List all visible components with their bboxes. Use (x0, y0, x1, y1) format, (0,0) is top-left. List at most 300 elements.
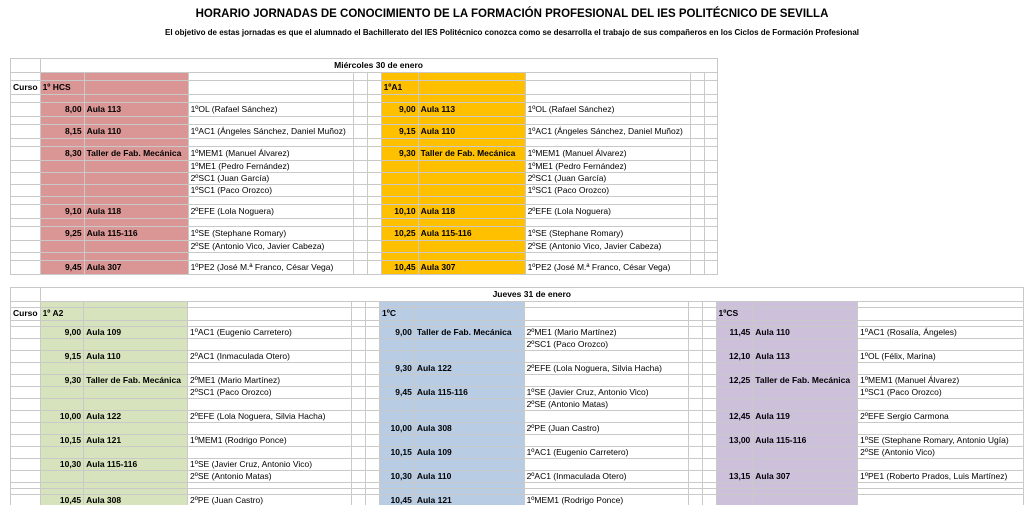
spacer-cell (367, 205, 381, 219)
activity-cell: 2ºSE (Antonio Vico, Javier Cabeza) (525, 241, 690, 253)
time-cell: 9,30 (381, 147, 418, 161)
schedule-table-jueves (10, 287, 1024, 505)
spacer-cell (704, 241, 717, 253)
time-cell: 9,15 (381, 125, 418, 139)
spacer-cell (704, 73, 717, 81)
activity-cell: 1ºSE (Javier Cruz, Antonio Vico) (188, 459, 352, 471)
activity-cell: 2ºSC1 (Paco Orozco) (524, 339, 688, 351)
spacer-cell (366, 339, 380, 351)
activity-cell: 2ºPE (Juan Castro) (524, 423, 688, 435)
time-cell (40, 219, 84, 227)
spacer-cell (704, 125, 717, 139)
time-cell: 10,45 (40, 495, 84, 505)
curso-header-cell (11, 423, 41, 435)
activity-cell (188, 219, 353, 227)
group-label-cell: 1ºCS (716, 308, 753, 321)
time-cell (381, 197, 418, 205)
spacer-cell (367, 261, 381, 275)
time-cell: 10,30 (380, 471, 415, 483)
aula-cell (84, 387, 188, 399)
time-cell (716, 447, 753, 459)
spacer-cell (353, 185, 367, 197)
curso-header-cell (11, 197, 41, 205)
time-cell: 9,25 (40, 227, 84, 241)
spacer-cell (690, 125, 704, 139)
aula-cell (418, 219, 525, 227)
spacer-cell (688, 308, 702, 321)
spacer-cell (690, 241, 704, 253)
aula-cell: Aula 307 (418, 261, 525, 275)
time-cell: 10,15 (380, 447, 415, 459)
time-cell: 13,15 (716, 471, 753, 483)
aula-cell (84, 308, 188, 321)
aula-cell: Aula 115-116 (84, 227, 188, 241)
activity-cell (858, 308, 1024, 321)
time-cell: 9,10 (40, 205, 84, 219)
activity-cell (188, 339, 352, 351)
aula-cell: Aula 115-116 (414, 387, 524, 399)
spacer-cell (702, 327, 716, 339)
curso-header-cell (11, 125, 41, 139)
spacer-cell (352, 495, 366, 505)
activity-cell (858, 399, 1024, 411)
spacer-cell (353, 241, 367, 253)
time-cell: 9,15 (40, 351, 84, 363)
group-label-cell: 1º HCS (40, 81, 84, 95)
aula-cell: Aula 307 (84, 261, 188, 275)
activity-cell (525, 95, 690, 103)
spacer-cell (688, 387, 702, 399)
aula-cell: Aula 119 (753, 411, 858, 423)
spacer-cell (704, 227, 717, 241)
curso-header-cell: Curso (11, 308, 41, 321)
activity-cell: 1ºSE (Stephane Romary) (188, 227, 353, 241)
spacer-cell (367, 253, 381, 261)
aula-cell (418, 253, 525, 261)
aula-cell (418, 197, 525, 205)
aula-cell (84, 117, 188, 125)
aula-cell: Taller de Fab. Mecánica (414, 327, 524, 339)
activity-cell: 1ºPE2 (José M.ª Franco, César Vega) (188, 261, 353, 275)
time-cell (381, 219, 418, 227)
aula-cell (753, 447, 858, 459)
spacer-cell (353, 227, 367, 241)
curso-header-cell (11, 447, 41, 459)
spacer-cell (367, 103, 381, 117)
spacer-cell (367, 95, 381, 103)
time-cell (716, 387, 753, 399)
aula-cell (753, 339, 858, 351)
curso-header-cell (11, 375, 41, 387)
spacer-cell (690, 147, 704, 161)
time-cell (716, 339, 753, 351)
activity-cell (858, 495, 1024, 505)
activity-cell (524, 351, 688, 363)
spacer-cell (367, 125, 381, 139)
activity-cell: 2ºEFE (Lola Noguera) (188, 205, 353, 219)
time-cell: 9,00 (40, 327, 84, 339)
spacer-cell (702, 435, 716, 447)
activity-cell: 1ºME1 (Pedro Fernández) (525, 161, 690, 173)
aula-cell: Aula 307 (753, 471, 858, 483)
aula-cell (753, 387, 858, 399)
time-cell: 8,15 (40, 125, 84, 139)
time-cell: 10,00 (380, 423, 415, 435)
aula-cell (84, 219, 188, 227)
header-corner-cell (11, 59, 41, 73)
activity-cell (525, 139, 690, 147)
spacer-cell (352, 447, 366, 459)
spacer-cell (353, 73, 367, 81)
time-cell: 10,10 (381, 205, 418, 219)
aula-cell (414, 399, 524, 411)
spacer-cell (366, 308, 380, 321)
activity-cell: 2ºSC1 (Juan García) (188, 173, 353, 185)
activity-cell (188, 139, 353, 147)
time-cell (40, 173, 84, 185)
spacer-cell (702, 387, 716, 399)
day-title: Jueves 31 de enero (40, 288, 1023, 302)
aula-cell: Aula 110 (84, 125, 188, 139)
time-cell: 9,45 (40, 261, 84, 275)
spacer-cell (352, 411, 366, 423)
curso-header-cell (11, 399, 41, 411)
activity-cell (188, 308, 352, 321)
time-cell: 11,45 (716, 327, 753, 339)
aula-cell (418, 117, 525, 125)
spacer-cell (702, 471, 716, 483)
time-cell (381, 173, 418, 185)
aula-cell (753, 363, 858, 375)
curso-header-cell (11, 117, 41, 125)
activity-cell: 1ºPE1 (Roberto Prados, Luis Martínez) (858, 471, 1024, 483)
spacer-cell (690, 139, 704, 147)
spacer-cell (367, 73, 381, 81)
time-cell: 10,45 (381, 261, 418, 275)
aula-cell: Aula 115-116 (753, 435, 858, 447)
spacer-cell (352, 459, 366, 471)
activity-cell: 1ºSE (Stephane Romary) (525, 227, 690, 241)
time-cell (40, 387, 84, 399)
spacer-cell (352, 423, 366, 435)
activity-cell (188, 253, 353, 261)
spacer-cell (690, 95, 704, 103)
aula-cell (84, 185, 188, 197)
spacer-cell (353, 253, 367, 261)
activity-cell (188, 399, 352, 411)
spacer-cell (702, 339, 716, 351)
time-cell (40, 185, 84, 197)
aula-cell: Aula 115-116 (84, 459, 188, 471)
spacer-cell (366, 387, 380, 399)
time-cell: 12,10 (716, 351, 753, 363)
activity-cell: 2ºEFE (Lola Noguera) (525, 205, 690, 219)
aula-cell: Aula 118 (84, 205, 188, 219)
spacer-cell (690, 219, 704, 227)
aula-cell: Aula 308 (414, 423, 524, 435)
aula-cell: Aula 308 (84, 495, 188, 505)
spacer-cell (690, 261, 704, 275)
activity-cell: 1ºSC1 (Paco Orozco) (858, 387, 1024, 399)
time-cell: 10,00 (40, 411, 84, 423)
activity-cell: 2ºSE (Antonio Vico, Javier Cabeza) (188, 241, 353, 253)
time-cell: 9,30 (380, 363, 415, 375)
activity-cell (525, 219, 690, 227)
spacer-cell (704, 103, 717, 117)
time-cell (381, 185, 418, 197)
spacer-cell (352, 308, 366, 321)
aula-cell: Aula 109 (84, 327, 188, 339)
activity-cell (525, 73, 690, 81)
aula-cell: Aula 113 (753, 351, 858, 363)
time-cell: 13,00 (716, 435, 753, 447)
page-title: HORARIO JORNADAS DE CONOCIMIENTO DE LA FORMACIÓN PROFESIONAL DEL IES POLITÉCNICO DE SEVILLA (195, 8, 829, 20)
spacer-cell (702, 363, 716, 375)
time-cell (40, 95, 84, 103)
spacer-cell (690, 205, 704, 219)
spacer-cell (366, 327, 380, 339)
activity-cell (524, 375, 688, 387)
spacer-cell (352, 435, 366, 447)
spacer-cell (704, 147, 717, 161)
spacer-cell (366, 471, 380, 483)
activity-cell (525, 81, 690, 95)
time-cell: 9,45 (380, 387, 415, 399)
spacer-cell (690, 73, 704, 81)
curso-header-cell (11, 219, 41, 227)
spacer-cell (366, 423, 380, 435)
curso-header-cell (11, 173, 41, 185)
curso-header-cell (11, 387, 41, 399)
spacer-cell (367, 173, 381, 185)
aula-cell (414, 351, 524, 363)
spacer-cell (367, 185, 381, 197)
aula-cell (84, 139, 188, 147)
spacer-cell (704, 173, 717, 185)
time-cell (716, 459, 753, 471)
aula-cell (418, 161, 525, 173)
aula-cell (414, 339, 524, 351)
time-cell (40, 447, 84, 459)
spacer-cell (702, 308, 716, 321)
aula-cell: Aula 115-116 (418, 227, 525, 241)
spacer-cell (688, 363, 702, 375)
aula-cell (414, 459, 524, 471)
spacer-cell (353, 95, 367, 103)
spacer-cell (352, 351, 366, 363)
time-cell: 12,45 (716, 411, 753, 423)
activity-cell: 1ºAC1 (Ángeles Sánchez, Daniel Muñoz) (525, 125, 690, 139)
activity-cell: 1ºME1 (Pedro Fernández) (188, 161, 353, 173)
activity-cell: 1ºOL (Rafael Sánchez) (525, 103, 690, 117)
spacer-cell (702, 399, 716, 411)
activity-cell (188, 117, 353, 125)
time-cell: 10,30 (40, 459, 84, 471)
activity-cell (188, 81, 353, 95)
activity-cell: 2ºME1 (Mario Martínez) (524, 327, 688, 339)
activity-cell: 2ºSE (Antonio Matas) (524, 399, 688, 411)
activity-cell (188, 363, 352, 375)
time-cell (380, 375, 415, 387)
curso-header-cell (11, 241, 41, 253)
spacer-cell (366, 411, 380, 423)
activity-cell (188, 197, 353, 205)
time-cell (380, 411, 415, 423)
spacer-cell (688, 411, 702, 423)
curso-header-cell (11, 471, 41, 483)
time-cell: 9,00 (381, 103, 418, 117)
activity-cell: 1ºSE (Stephane Romary, Antonio Ugía) (858, 435, 1024, 447)
activity-cell: 1ºOL (Félix, Marina) (858, 351, 1024, 363)
activity-cell: 2ºSC1 (Juan García) (525, 173, 690, 185)
aula-cell: Aula 121 (414, 495, 524, 505)
time-cell (40, 117, 84, 125)
spacer-cell (352, 375, 366, 387)
aula-cell (753, 423, 858, 435)
curso-header-cell (11, 411, 41, 423)
aula-cell (753, 495, 858, 505)
aula-cell: Aula 113 (84, 103, 188, 117)
aula-cell: Taller de Fab. Mecánica (84, 147, 188, 161)
time-cell (381, 73, 418, 81)
aula-cell (84, 253, 188, 261)
spacer-cell (704, 219, 717, 227)
activity-cell (525, 197, 690, 205)
aula-cell (418, 173, 525, 185)
spacer-cell (702, 447, 716, 459)
spacer-cell (688, 351, 702, 363)
aula-cell (753, 459, 858, 471)
schedule-grid (10, 58, 718, 275)
time-cell: 8,30 (40, 147, 84, 161)
schedule-grid (10, 287, 1024, 505)
activity-cell (188, 447, 352, 459)
curso-header-cell (11, 253, 41, 261)
spacer-cell (690, 117, 704, 125)
activity-cell: 2ºPE (Juan Castro) (188, 495, 352, 505)
time-cell (381, 139, 418, 147)
aula-cell (414, 411, 524, 423)
aula-cell: Aula 122 (84, 411, 188, 423)
activity-cell: 1ºPE2 (José M.ª Franco, César Vega) (525, 261, 690, 275)
curso-header-cell (11, 327, 41, 339)
activity-cell (858, 459, 1024, 471)
time-cell (40, 197, 84, 205)
aula-cell (84, 399, 188, 411)
spacer-cell (704, 253, 717, 261)
spacer-cell (704, 139, 717, 147)
spacer-cell (353, 125, 367, 139)
curso-header-cell (11, 363, 41, 375)
aula-cell (84, 339, 188, 351)
spacer-cell (352, 471, 366, 483)
curso-header-cell (11, 147, 41, 161)
time-cell: 10,45 (380, 495, 415, 505)
aula-cell (84, 161, 188, 173)
spacer-cell (352, 363, 366, 375)
time-cell (40, 339, 84, 351)
spacer-cell (367, 147, 381, 161)
time-cell (716, 363, 753, 375)
time-cell (716, 399, 753, 411)
aula-cell (418, 73, 525, 81)
spacer-cell (688, 423, 702, 435)
aula-cell: Aula 110 (753, 327, 858, 339)
time-cell: 10,25 (381, 227, 418, 241)
curso-header-cell (11, 459, 41, 471)
time-cell (381, 241, 418, 253)
activity-cell: 1ºAC1 (Rosalía, Ángeles) (858, 327, 1024, 339)
spacer-cell (688, 339, 702, 351)
schedule-table-miercoles (10, 58, 718, 275)
spacer-cell (704, 95, 717, 103)
activity-cell: 1ºMEM1 (Manuel Álvarez) (858, 375, 1024, 387)
aula-cell (753, 399, 858, 411)
spacer-cell (688, 375, 702, 387)
spacer-cell (353, 261, 367, 275)
spacer-cell (690, 253, 704, 261)
spacer-cell (690, 103, 704, 117)
aula-cell (753, 308, 858, 321)
activity-cell: 1ºAC1 (Eugenio Carretero) (524, 447, 688, 459)
spacer-cell (704, 117, 717, 125)
spacer-cell (366, 363, 380, 375)
spacer-cell (352, 339, 366, 351)
spacer-cell (353, 161, 367, 173)
time-cell (40, 363, 84, 375)
aula-cell (84, 73, 188, 81)
curso-header-cell: Curso (11, 81, 41, 95)
time-cell (40, 471, 84, 483)
time-cell (381, 95, 418, 103)
spacer-cell (367, 139, 381, 147)
time-cell (381, 253, 418, 261)
spacer-cell (688, 327, 702, 339)
curso-header-cell (11, 95, 41, 103)
activity-cell (858, 423, 1024, 435)
spacer-cell (704, 261, 717, 275)
activity-cell (524, 459, 688, 471)
spacer-cell (353, 173, 367, 185)
spacer-cell (704, 185, 717, 197)
spacer-cell (690, 81, 704, 95)
aula-cell (414, 435, 524, 447)
activity-cell: 1ºSC1 (Paco Orozco) (525, 185, 690, 197)
spacer-cell (352, 399, 366, 411)
time-cell (40, 241, 84, 253)
time-cell (716, 423, 753, 435)
aula-cell: Aula 121 (84, 435, 188, 447)
activity-cell: 1ºMEM1 (Manuel Álvarez) (525, 147, 690, 161)
activity-cell: 2ºEFE (Lola Noguera, Silvia Hacha) (524, 363, 688, 375)
aula-cell: Aula 109 (414, 447, 524, 459)
aula-cell: Taller de Fab. Mecánica (753, 375, 858, 387)
spacer-cell (353, 219, 367, 227)
activity-cell: 2ºSC1 (Paco Orozco) (188, 387, 352, 399)
curso-header-cell (11, 435, 41, 447)
spacer-cell (702, 423, 716, 435)
spacer-cell (690, 161, 704, 173)
activity-cell: 1ºOL (Rafael Sánchez) (188, 103, 353, 117)
aula-cell (84, 173, 188, 185)
activity-cell: 1ºSE (Javier Cruz, Antonio Vico) (524, 387, 688, 399)
time-cell: 9,30 (40, 375, 84, 387)
spacer-cell (353, 197, 367, 205)
activity-cell: 2ºEFE (Lola Noguera, Silvia Hacha) (188, 411, 352, 423)
time-cell: 9,00 (380, 327, 415, 339)
aula-cell: Aula 110 (414, 471, 524, 483)
aula-cell: Taller de Fab. Mecánica (418, 147, 525, 161)
